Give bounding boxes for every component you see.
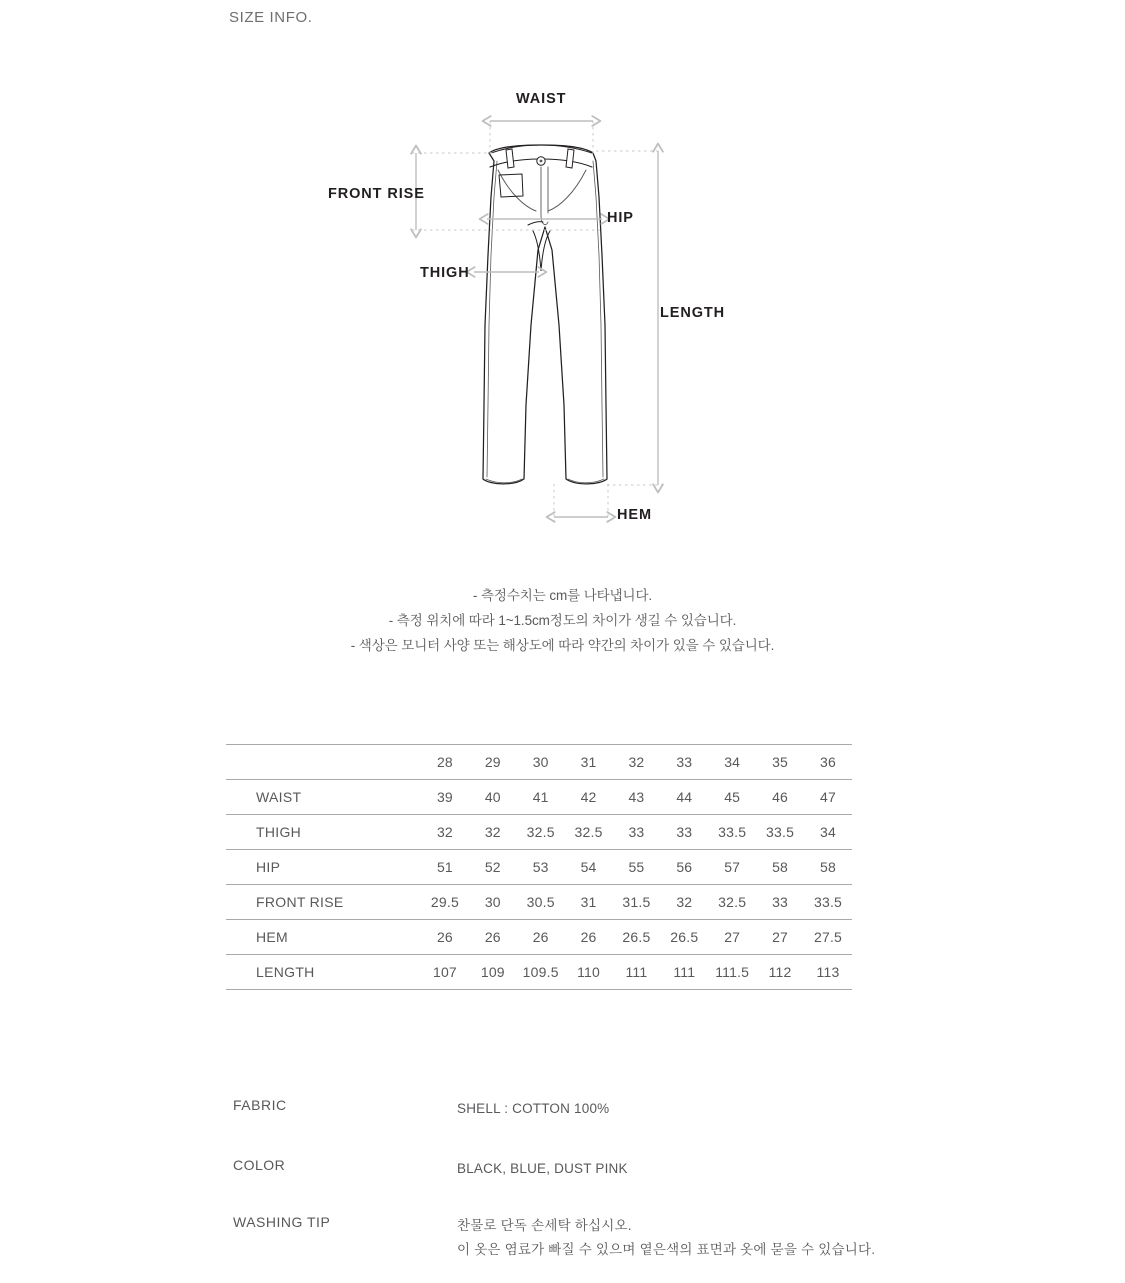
table-cell: 107 xyxy=(421,955,469,990)
column-header: 35 xyxy=(756,745,804,780)
table-cell: 34 xyxy=(804,815,852,850)
table-row xyxy=(226,850,852,885)
table-row xyxy=(226,920,852,955)
note-line: - 색상은 모니터 사양 또는 해상도에 따라 약간의 차이가 있을 수 있습니다. xyxy=(350,638,775,653)
table-cell: 27 xyxy=(708,920,756,955)
column-header: 29 xyxy=(469,745,517,780)
table-cell: 27.5 xyxy=(804,920,852,955)
table-cell: 31 xyxy=(565,885,613,920)
row-label: HEM xyxy=(226,920,421,955)
table-cell: 57 xyxy=(708,850,756,885)
table-cell: 111 xyxy=(613,955,661,990)
row-label: FRONT RISE xyxy=(226,885,421,920)
table-cell: 30 xyxy=(469,885,517,920)
column-header: 32 xyxy=(613,745,661,780)
diagram-label-waist: WAIST xyxy=(516,91,567,107)
table-cell: 39 xyxy=(421,780,469,815)
table-cell: 58 xyxy=(756,850,804,885)
table-cell: 33.5 xyxy=(804,885,852,920)
diagram-label-length: LENGTH xyxy=(660,305,726,321)
table-row xyxy=(226,955,852,990)
table-cell: 32.5 xyxy=(517,815,565,850)
table-cell: 53 xyxy=(517,850,565,885)
fabric-row xyxy=(233,1097,953,1127)
column-header: 36 xyxy=(804,745,852,780)
table-cell: 26 xyxy=(565,920,613,955)
table-cell: 32 xyxy=(469,815,517,850)
table-cell: 33.5 xyxy=(756,815,804,850)
table-cell: 58 xyxy=(804,850,852,885)
color-value: BLACK, BLUE, DUST PINK xyxy=(457,1161,628,1176)
column-header: 30 xyxy=(517,745,565,780)
column-header: 28 xyxy=(421,745,469,780)
note-line: - 측정 위치에 따라 1~1.5cm정도의 차이가 생길 수 있습니다. xyxy=(388,613,737,628)
washing-tip-line-2: 이 옷은 염료가 빠질 수 있으며 옅은색의 표면과 옷에 묻을 수 있습니다. xyxy=(457,1242,876,1257)
table-cell: 44 xyxy=(660,780,708,815)
diagram-label-hip: HIP xyxy=(607,210,634,226)
table-cell: 29.5 xyxy=(421,885,469,920)
pants-button xyxy=(537,157,545,165)
color-row xyxy=(233,1157,953,1187)
table-row xyxy=(226,815,852,850)
table-corner-cell xyxy=(226,745,421,780)
table-cell: 41 xyxy=(517,780,565,815)
table-cell: 26 xyxy=(421,920,469,955)
table-cell: 33 xyxy=(613,815,661,850)
table-header-row xyxy=(226,745,852,780)
table-cell: 111 xyxy=(660,955,708,990)
table-cell: 46 xyxy=(756,780,804,815)
table-cell: 33 xyxy=(756,885,804,920)
table-cell: 26 xyxy=(517,920,565,955)
table-cell: 109.5 xyxy=(517,955,565,990)
column-header: 33 xyxy=(660,745,708,780)
table-cell: 109 xyxy=(469,955,517,990)
table-cell: 42 xyxy=(565,780,613,815)
washing-tip-value xyxy=(457,1214,875,1262)
column-header: 31 xyxy=(565,745,613,780)
table-cell: 30.5 xyxy=(517,885,565,920)
table-cell: 110 xyxy=(565,955,613,990)
page-title: SIZE INFO. xyxy=(229,9,313,26)
row-label: HIP xyxy=(226,850,421,885)
table-cell: 32 xyxy=(421,815,469,850)
pants-outline xyxy=(483,145,607,484)
table-cell: 26 xyxy=(469,920,517,955)
washing-tip-label: WASHING TIP xyxy=(233,1214,331,1230)
table-cell: 33 xyxy=(660,815,708,850)
table-cell: 113 xyxy=(804,955,852,990)
table-cell: 51 xyxy=(421,850,469,885)
table-cell: 26.5 xyxy=(613,920,661,955)
table-cell: 33.5 xyxy=(708,815,756,850)
table-cell: 26.5 xyxy=(660,920,708,955)
table-cell: 32 xyxy=(660,885,708,920)
row-label: LENGTH xyxy=(226,955,421,990)
pants-measurement-diagram xyxy=(300,75,820,555)
fabric-label: FABRIC xyxy=(233,1097,287,1113)
diagram-label-thigh: THIGH xyxy=(420,265,470,281)
table-cell: 27 xyxy=(756,920,804,955)
diagram-label-front-rise: FRONT RISE xyxy=(328,186,425,202)
column-header: 34 xyxy=(708,745,756,780)
diagram-label-hem: HEM xyxy=(617,507,652,523)
row-label: WAIST xyxy=(226,780,421,815)
fabric-value: SHELL : COTTON 100% xyxy=(457,1101,610,1116)
washing-tip-line-1: 찬물로 단독 손세탁 하십시오. xyxy=(457,1218,632,1233)
note-line: - 측정수치는 cm를 나타냅니다. xyxy=(472,588,653,603)
table-row xyxy=(226,885,852,920)
table-cell: 56 xyxy=(660,850,708,885)
table-cell: 31.5 xyxy=(613,885,661,920)
table-cell: 111.5 xyxy=(708,955,756,990)
table-cell: 112 xyxy=(756,955,804,990)
table-cell: 40 xyxy=(469,780,517,815)
row-label: THIGH xyxy=(226,815,421,850)
table-cell: 54 xyxy=(565,850,613,885)
table-cell: 55 xyxy=(613,850,661,885)
measurement-notes xyxy=(0,583,1125,658)
size-table-container xyxy=(226,744,852,990)
table-cell: 47 xyxy=(804,780,852,815)
table-cell: 32.5 xyxy=(565,815,613,850)
table-cell: 32.5 xyxy=(708,885,756,920)
color-label: COLOR xyxy=(233,1157,286,1173)
table-row xyxy=(226,780,852,815)
table-cell: 52 xyxy=(469,850,517,885)
size-table xyxy=(226,744,852,990)
pants-diagram-svg xyxy=(300,75,820,555)
table-cell: 43 xyxy=(613,780,661,815)
table-cell: 45 xyxy=(708,780,756,815)
washing-tip-row xyxy=(233,1214,953,1274)
